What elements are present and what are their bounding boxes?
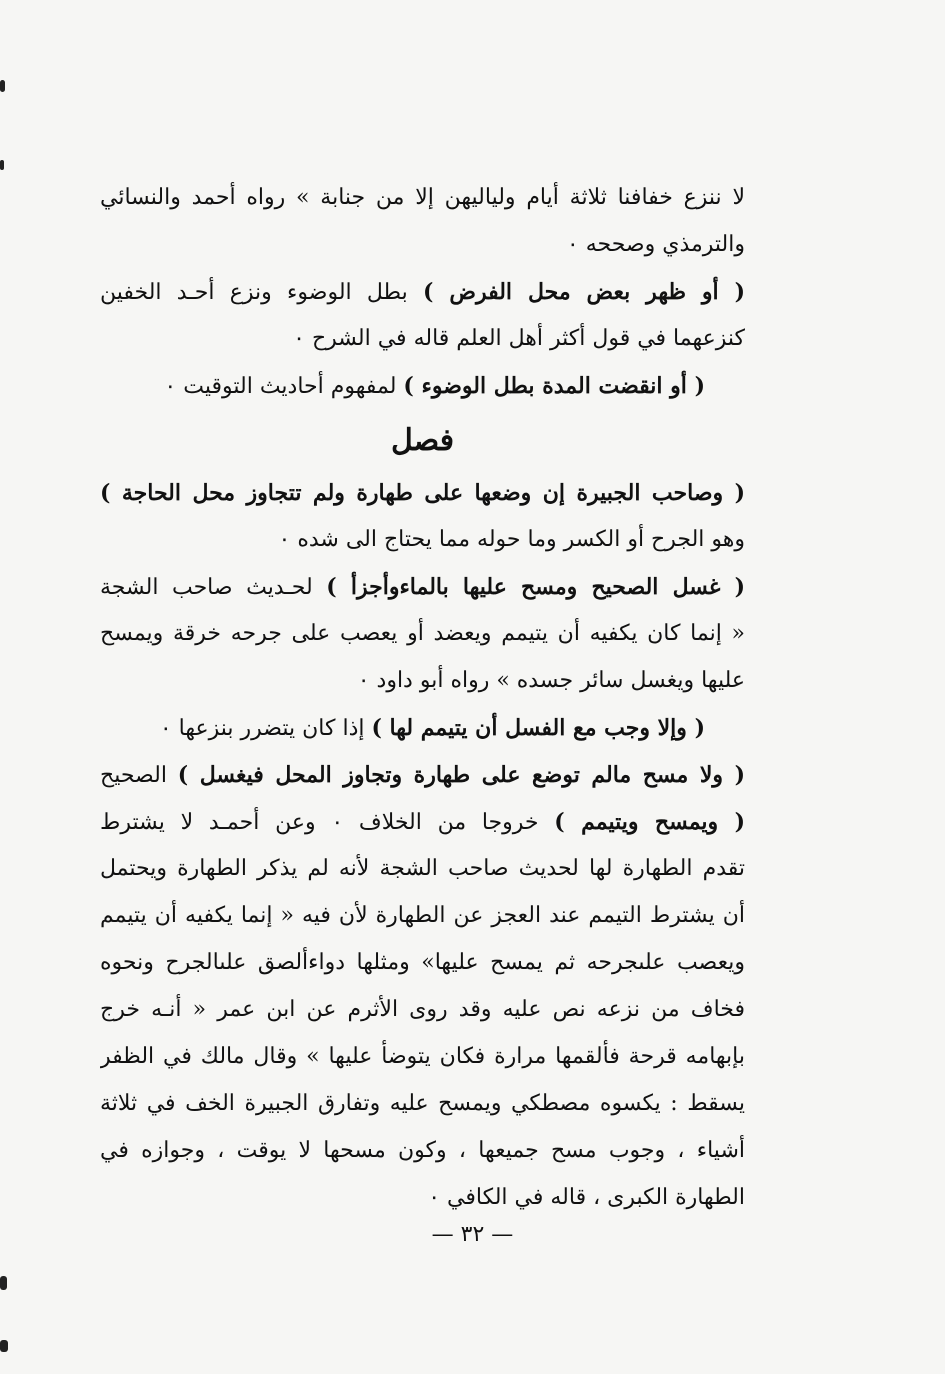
text-line [100, 612, 745, 659]
bold-matn-text: ( ولا مسح مالم توضع على طهارة وتجاوز المحل فيغسل ) [177, 762, 745, 788]
bold-matn-text: ( وإلا وجب مع الفسل أن يتيمم لها ) [371, 715, 705, 741]
text-line [100, 176, 745, 223]
text-line [100, 270, 745, 317]
scan-mark-left-3 [0, 1276, 7, 1290]
text-line [100, 565, 745, 612]
commentary-text: الصحيح [100, 763, 178, 788]
text-line [100, 753, 745, 800]
commentary-text: إذا كان يتضرر بنزعها ٠ [159, 716, 372, 741]
text-line [100, 1176, 745, 1223]
commentary-text: يسقط : يكسوه مصطكي ويمسح عليه وتفارق الجبيرة الخف في ثلاثة [100, 1091, 745, 1116]
bold-matn-text: ( أو ظهر بعض محل الفرض ) [423, 279, 745, 305]
text-line [100, 894, 745, 941]
text-line [100, 223, 745, 270]
bold-matn-text: فصل [390, 423, 455, 458]
scan-mark-left-2 [0, 160, 4, 170]
commentary-text: وهو الجرح أو الكسر وما حوله مما يحتاج الى شده ٠ [278, 527, 745, 552]
text-line [100, 706, 745, 753]
text-line [100, 659, 745, 706]
text-line [100, 941, 745, 988]
commentary-text: خروجا من الخلاف ٠ وعن أحمـد لا يشترط [100, 810, 555, 835]
page-number: — ٣٢ — [431, 1222, 514, 1247]
commentary-text: لا ننزع خفافنا ثلاثة أيام ولياليهن إلا من جنابة » رواه أحمد والنسائي [100, 185, 745, 210]
commentary-text: الطهارة الكبرى ، قاله في الكافي ٠ [428, 1185, 745, 1210]
commentary-text: لحـديث صاحب الشجة [100, 575, 327, 600]
scan-mark-left-1 [0, 80, 5, 92]
commentary-text: عليها ويغسل سائر جسده » رواه أبو داود ٠ [357, 668, 745, 693]
commentary-text: تقدم الطهارة لها لحديث صاحب الشجة لأنه لم يذكر الطهارة ويحتمل [100, 856, 745, 881]
section-heading [100, 411, 745, 471]
text-line [100, 317, 745, 364]
commentary-text: ويعصب علىجرحه ثم يمسح عليها» ومثلها دواءألصق علىالجرح ونحوه [100, 950, 745, 975]
text-line [100, 364, 745, 411]
text-line [100, 1082, 745, 1129]
text-line [100, 800, 745, 847]
commentary-text: بإبهامه قرحة فألقمها مرارة فكان يتوضأ عليها » وقال مالك في الظفر [100, 1044, 745, 1069]
commentary-text: كنزعهما في قول أكثر أهل العلم قاله في الشرح ٠ [293, 326, 745, 351]
text-line [100, 518, 745, 565]
bold-matn-text: ( ويمسح ويتيمم ) [554, 809, 745, 835]
text-line [100, 988, 745, 1035]
text-line [100, 471, 745, 518]
commentary-text: والترمذي وصححه ٠ [566, 232, 745, 257]
commentary-text: لمفهوم أحاديث التوقيت ٠ [164, 374, 404, 399]
bold-matn-text: ( وصاحب الجبيرة إن وضعها على طهارة ولم تتجاوز محل الحاجة ) [100, 480, 745, 506]
body-text [100, 176, 745, 1223]
text-line [100, 847, 745, 894]
text-line [100, 1035, 745, 1082]
commentary-text: بطل الوضوء ونزع أحـد الخفين [100, 280, 424, 305]
commentary-text: فخاف من نزعه نص عليه وقد روى الأثرم عن ابن عمر « أنـه خرج [100, 997, 745, 1022]
scan-mark-left-4 [0, 1340, 8, 1352]
text-line [100, 1129, 745, 1176]
bold-matn-text: ( أو انقضت المدة بطل الوضوء ) [403, 373, 705, 399]
commentary-text: أن يشترط التيمم عند العجز عن الطهارة لأن فيه « إنما يكفيه أن يتيمم [100, 903, 745, 928]
commentary-text: أشياء ، وجوب مسح جميعها ، وكون مسحها لا يوقت ، وجوازه في [100, 1138, 745, 1163]
commentary-text: « إنما كان يكفيه أن يتيمم ويعضد أو يعصب على جرحه خرقة ويمسح [100, 621, 745, 646]
bold-matn-text: ( غسل الصحيح ومسح عليها بالماءوأجزأ ) [326, 574, 745, 600]
